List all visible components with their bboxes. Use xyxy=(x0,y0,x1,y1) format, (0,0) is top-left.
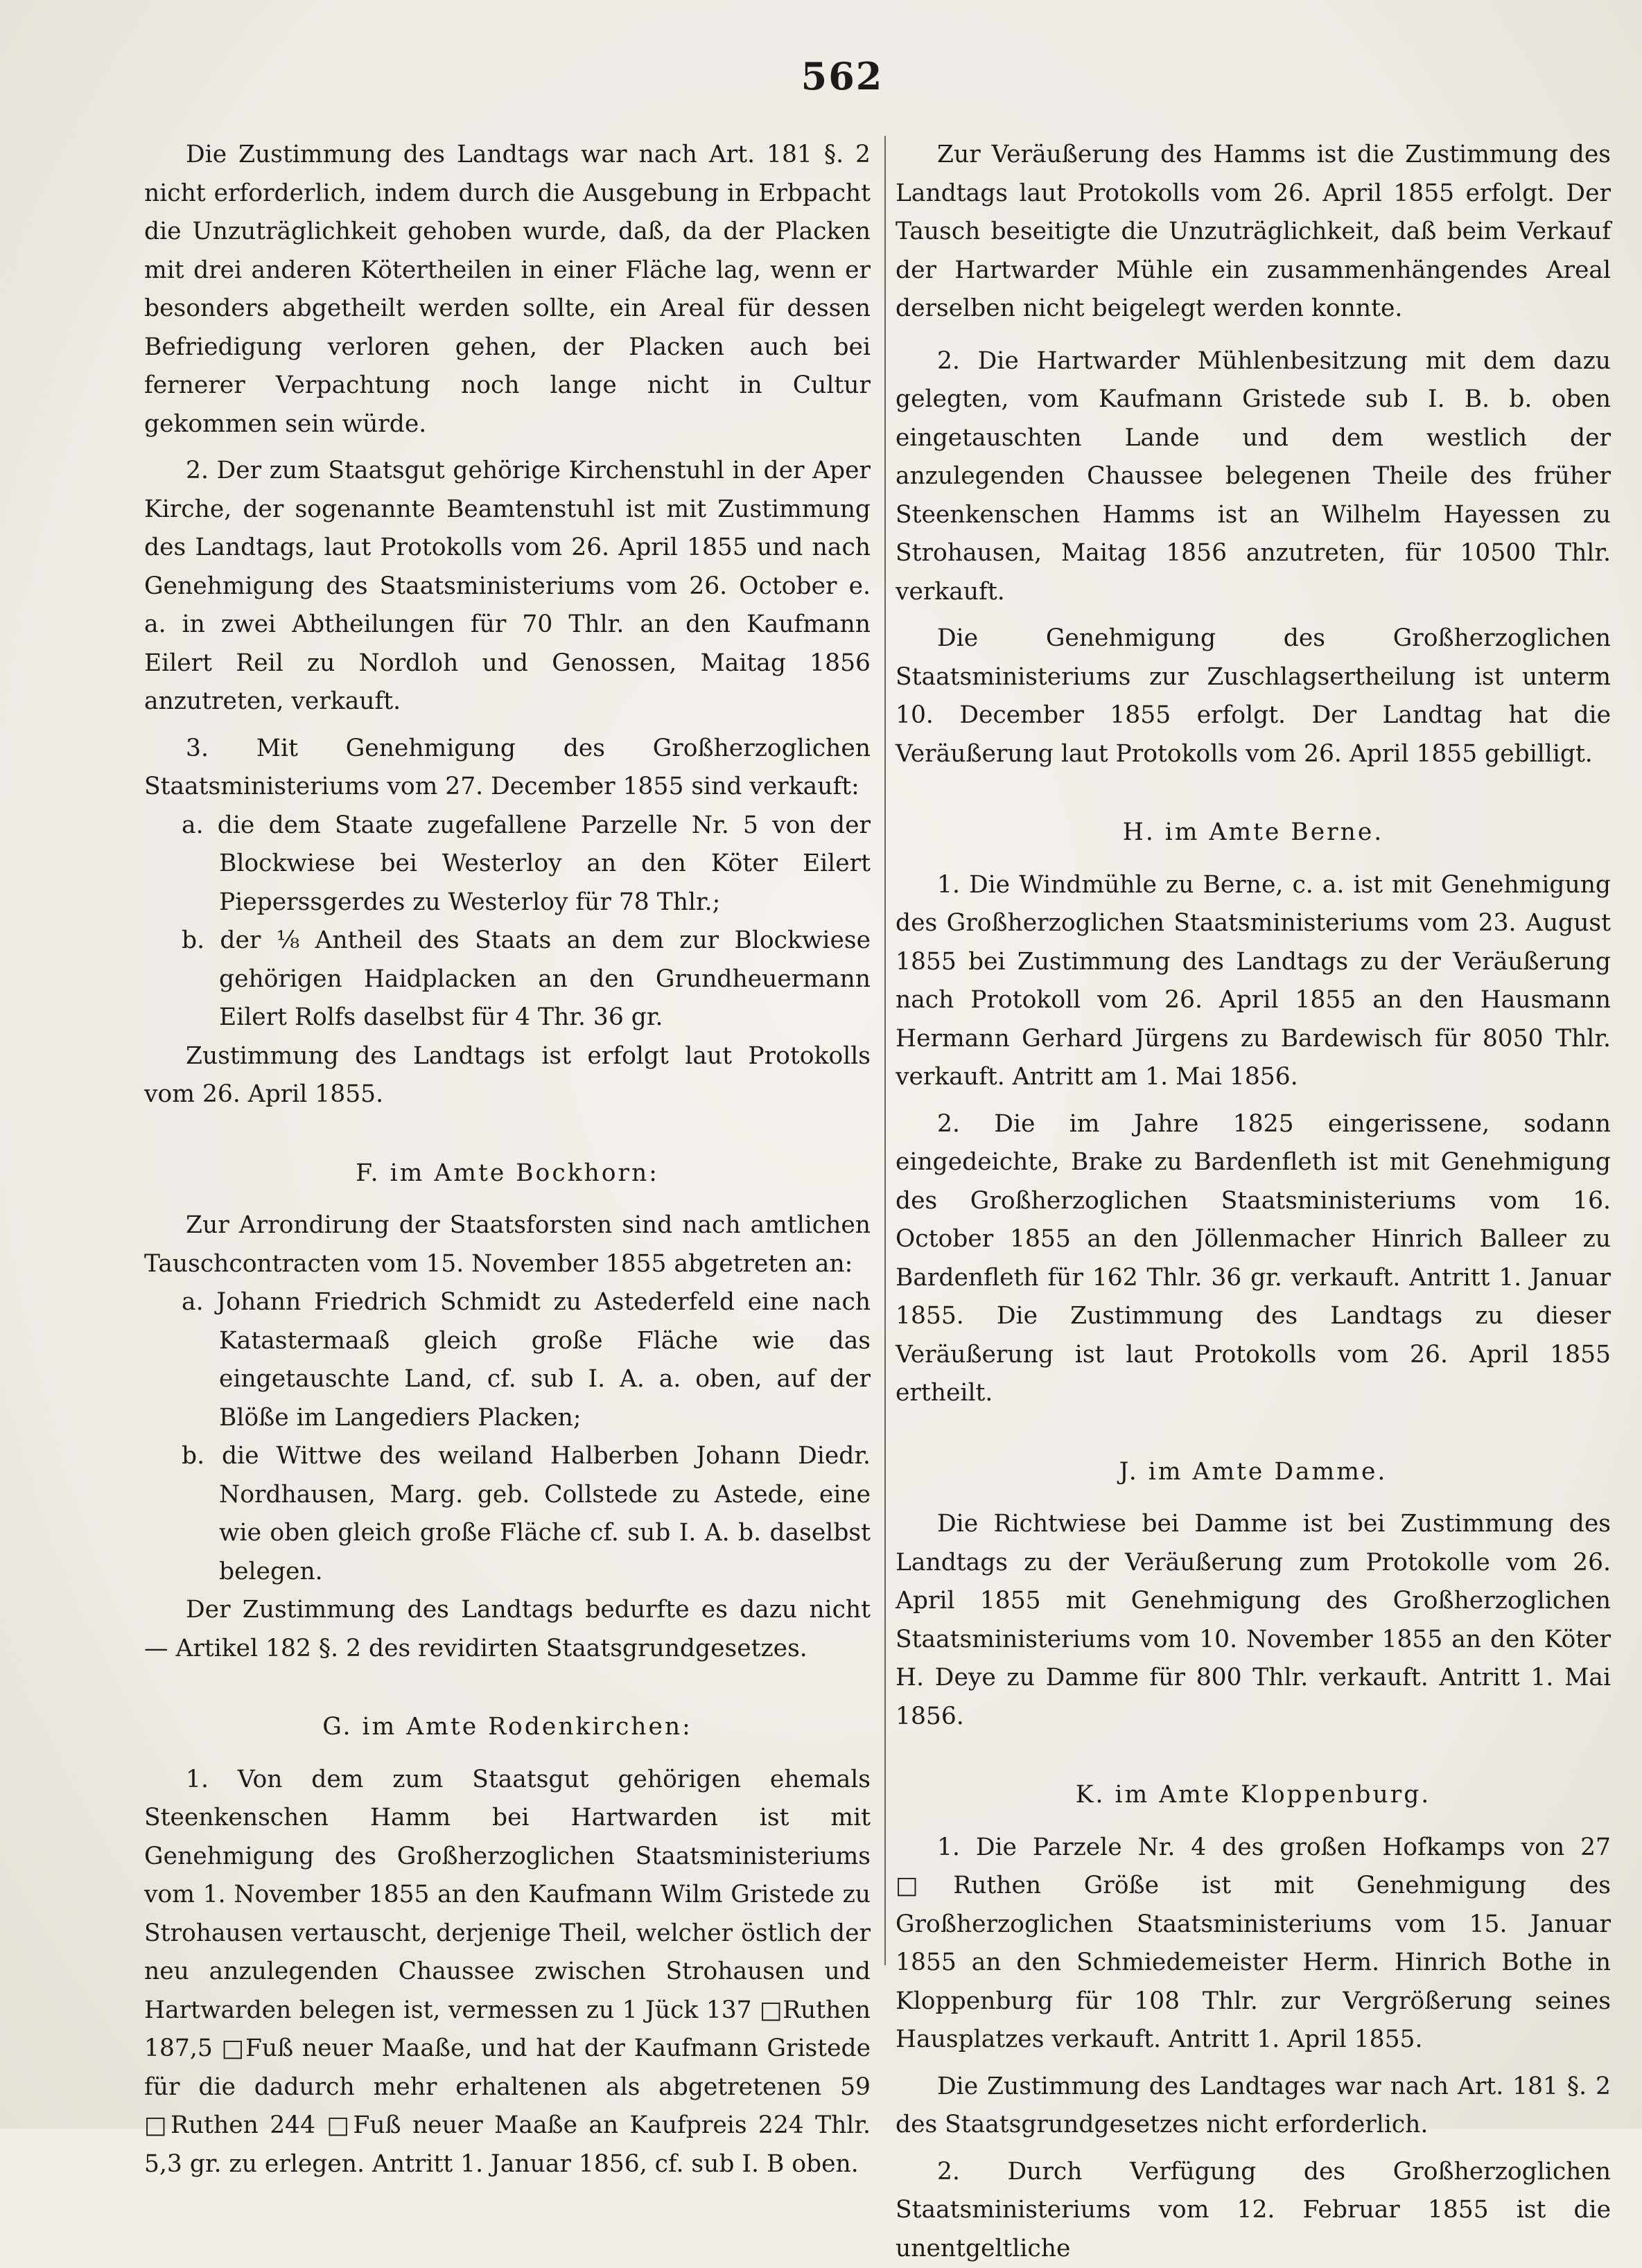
paragraph: 2. Der zum Staatsgut gehörige Kirchenstuhl in der Aper Kirche, der sogenannte Beamtenstuhl ist mit Zustimmung des Landtags, laut Protokolls vom 26. April 1855 und nach Genehmigung des Staatsministeriums vom 26. October e. a. in zwei Abtheilungen für 70 Thlr. an den Kaufmann Eilert Reil zu Nordloh und Genossen, Maitag 1856 anzutreten, verkauft. xyxy=(144,452,871,721)
paragraph: 3. Mit Genehmigung des Großherzoglichen Staatsministeriums vom 27. December 1855 sind verkauft: xyxy=(144,730,871,807)
section-heading: G. im Amte Rodenkirchen: xyxy=(144,1708,871,1747)
list-item: b. die Wittwe des weiland Halberben Johann Diedr. Nordhausen, Marg. geb. Collstede zu Astede, eine wie oben gleich große Fläche cf. sub I. A. b. daselbst belegen. xyxy=(144,1437,871,1591)
section-heading: K. im Amte Kloppenburg. xyxy=(896,1776,1611,1815)
section-heading: H. im Amte Berne. xyxy=(896,814,1611,852)
paragraph: 2. Durch Verfügung des Großherzoglichen Staatsministeriums vom 12. Februar 1855 ist die unentgeltliche xyxy=(896,2153,1611,2268)
paragraph: 1. Von dem zum Staatsgut gehörigen ehemals Steenkenschen Hamm bei Hartwarden ist mit Genehmigung des Großherzoglichen Staatsministeriums vom 1. November 1855 an den Kaufmann Wilm Gristede zu Strohausen vertauscht, derjenige Theil, welcher östlich der neu anzulegenden Chaussee zwischen Strohausen und Hartwarden belegen ist, vermessen zu 1 Jück 137 □Ruthen 187,5 □Fuß neuer Maaße, und hat der Kaufmann Gristede für die dadurch mehr erhaltenen als abgetretenen 59 □Ruthen 244 □Fuß neuer Maaße an Kaufpreis 224 Thlr. 5,3 gr. zu erlegen. Antritt 1. Januar 1856, cf. sub I. B oben. xyxy=(144,1761,871,2184)
right-column xyxy=(896,136,1611,2268)
section-heading: F. im Amte Bockhorn: xyxy=(144,1154,871,1193)
paragraph: Die Richtwiese bei Damme ist bei Zustimmung des Landtags zu der Veräußerung zum Protokolle vom 26. April 1855 mit Genehmigung des Großherzoglichen Staatsministeriums vom 10. November 1855 an den Köter H. Deye zu Damme für 800 Thlr. verkauft. Antritt 1. Mai 1856. xyxy=(896,1505,1611,1736)
page-number: 562 xyxy=(797,54,887,98)
paragraph: Zur Veräußerung des Hamms ist die Zustimmung des Landtags laut Protokolls vom 26. April 1855 erfolgt. Der Tausch beseitigte die Unzuträglichkeit, daß beim Verkauf der Hartwarder Mühle ein zusammenhängendes Areal derselben nicht beigelegt werden konnte. xyxy=(896,136,1611,328)
paragraph: 1. Die Windmühle zu Berne, c. a. ist mit Genehmigung des Großherzoglichen Staatsministeriums vom 23. August 1855 bei Zustimmung des Landtags zu der Veräußerung nach Protokoll vom 26. April 1855 an den Hausmann Hermann Gerhard Jürgens zu Bardewisch für 8050 Thlr. verkauft. Antritt am 1. Mai 1856. xyxy=(896,866,1611,1097)
column-divider xyxy=(884,136,886,1965)
section-heading: J. im Amte Damme. xyxy=(896,1453,1611,1492)
paragraph: Die Zustimmung des Landtages war nach Art. 181 §. 2 des Staatsgrundgesetzes nicht erforderlich. xyxy=(896,2068,1611,2145)
left-column xyxy=(144,136,871,2183)
paragraph: Zur Arrondirung der Staatsforsten sind nach amtlichen Tauschcontracten vom 15. November 1855 abgetreten an: xyxy=(144,1206,871,1283)
list-item: a. die dem Staate zugefallene Parzelle Nr. 5 von der Blockwiese bei Westerloy an den Köter Eilert Pieperssgerdes zu Westerloy für 78 Thlr.; xyxy=(144,807,871,922)
list-item: a. Johann Friedrich Schmidt zu Astederfeld eine nach Katastermaaß gleich große Fläche wie das eingetauschte Land, cf. sub I. A. a. oben, auf der Blöße im Langediers Placken; xyxy=(144,1283,871,1437)
list-item: b. der ⅛ Antheil des Staats an dem zur Blockwiese gehörigen Haidplacken an den Grundheuermann Eilert Rolfs daselbst für 4 Thr. 36 gr. xyxy=(144,922,871,1037)
paragraph: Zustimmung des Landtags ist erfolgt laut Protokolls vom 26. April 1855. xyxy=(144,1037,871,1114)
paragraph: 1. Die Parzele Nr. 4 des großen Hofkamps von 27 □Ruthen Größe ist mit Genehmigung des Großherzoglichen Staatsministeriums vom 15. Januar 1855 an den Schmiedemeister Herm. Hinrich Bothe in Kloppenburg für 108 Thlr. zur Vergrößerung seines Hausplatzes verkauft. Antritt 1. April 1855. xyxy=(896,1829,1611,2059)
paragraph: Die Genehmigung des Großherzoglichen Staatsministeriums zur Zuschlagsertheilung ist unterm 10. December 1855 erfolgt. Der Landtag hat die Veräußerung laut Protokolls vom 26. April 1855 gebilligt. xyxy=(896,619,1611,773)
paragraph: Der Zustimmung des Landtags bedurfte es dazu nicht — Artikel 182 §. 2 des revidirten Staatsgrundgesetzes. xyxy=(144,1591,871,1668)
paragraph: Die Zustimmung des Landtags war nach Art. 181 §. 2 nicht erforderlich, indem durch die Ausgebung in Erbpacht die Unzuträglichkeit gehoben wurde, daß, da der Placken mit drei anderen Kötertheilen in einer Fläche lag, wenn er besonders abgetheilt werden sollte, ein Areal für dessen Befriedigung verloren gehen, der Placken auch bei fernerer Verpachtung noch lange nicht in Cultur gekommen sein würde. xyxy=(144,136,871,443)
paragraph: 2. Die im Jahre 1825 eingerissene, sodann eingedeichte, Brake zu Bardenfleth ist mit Genehmigung des Großherzoglichen Staatsministeriums vom 16. October 1855 an den Jöllenmacher Hinrich Balleer zu Bardenfleth für 162 Thlr. 36 gr. verkauft. Antritt 1. Januar 1855. Die Zustimmung des Landtags zu dieser Veräußerung ist laut Protokolls vom 26. April 1855 ertheilt. xyxy=(896,1105,1611,1413)
paragraph: 2. Die Hartwarder Mühlenbesitzung mit dem dazu gelegten, vom Kaufmann Gristede sub I. B. b. oben eingetauschten Lande und dem westlich der anzulegenden Chaussee belegenen Theile des früher Steenkenschen Hamms ist an Wilhelm Hayessen zu Strohausen, Maitag 1856 anzutreten, für 10500 Thlr. verkauft. xyxy=(896,342,1611,612)
